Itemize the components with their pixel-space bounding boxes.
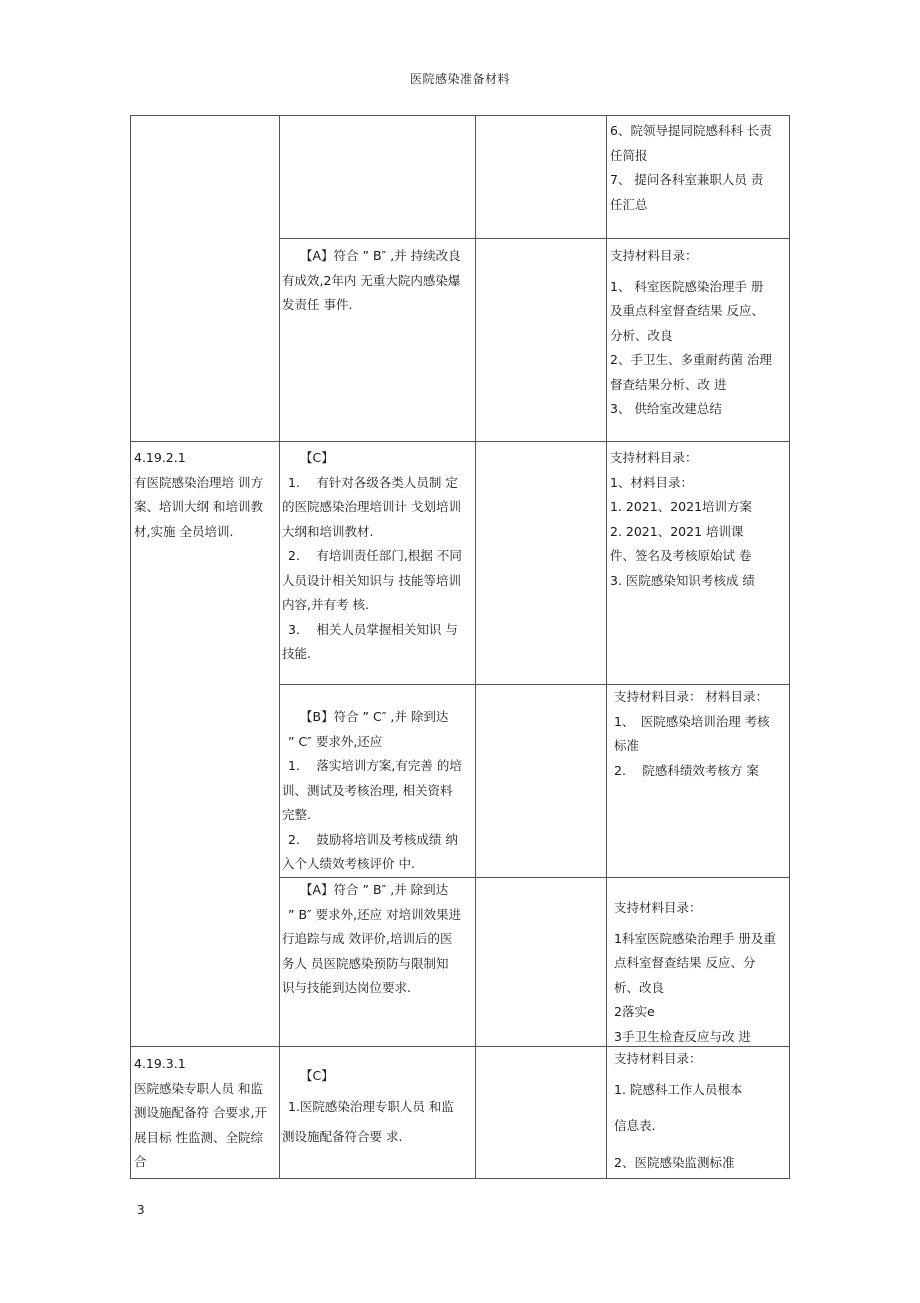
- materials-line: 督查结果分析、改 进: [610, 376, 727, 392]
- standard-desc-line: 材,实施 全员培训.: [134, 523, 234, 539]
- materials-line: 3手卫生检査反应与改 进: [614, 1028, 751, 1044]
- materials-heading: 支持材料目录：: [614, 1051, 702, 1066]
- standard-desc-line: 展目标 性监测、全院综: [134, 1129, 263, 1145]
- criteria-cell: [280, 446, 475, 667]
- materials-line: 件、签名及考核原始试 卷: [610, 548, 752, 563]
- materials-cell: [612, 685, 790, 783]
- materials-line: 析、改良: [614, 979, 665, 995]
- criteria-line: 1.医院感染治理专职人员 和监: [288, 1098, 454, 1114]
- materials-line: 标准: [614, 738, 640, 753]
- column-divider: [606, 116, 607, 1178]
- criteria-line: 大纲和培训教材.: [282, 523, 374, 539]
- standard-desc-line: 合: [134, 1154, 147, 1169]
- criteria-line: 入个人绩效考核评价 中.: [282, 856, 415, 871]
- criteria-grade: 【B】符合 ” C″ ,并 除到达: [300, 709, 449, 724]
- criteria-line: ” C″ 要求外,还应: [288, 733, 383, 749]
- standard-code: 4.19.2.1: [134, 450, 186, 465]
- standard-cell: [132, 1052, 279, 1175]
- materials-line: 3、 供给室改建总结: [610, 401, 722, 416]
- materials-line: 信息表.: [614, 1118, 656, 1133]
- criteria-line: 内容,并有考 核.: [282, 597, 369, 612]
- criteria-grade: 【C】: [300, 1068, 334, 1083]
- standard-desc-line: 医院感染专职人员 和监: [134, 1080, 263, 1096]
- criteria-line: 3. 相关人员掌握相关知识 与: [288, 621, 458, 637]
- materials-cell: [612, 1047, 790, 1175]
- materials-line: 1、材料目录：: [610, 474, 693, 490]
- materials-line: 7、 提问各科室兼职人员 责: [610, 172, 764, 187]
- column-divider: [475, 116, 476, 1178]
- criteria-line: 训、测试及考核治理, 相关资料: [282, 782, 453, 798]
- criteria-line: 2. 鼓励将培训及考核成绩 纳: [288, 831, 458, 847]
- materials-line: 1、 医院感染培训治理 考核: [614, 713, 770, 729]
- page-number: 3: [137, 1203, 145, 1217]
- materials-line: 及重点科室督查结果 反应、: [610, 303, 764, 318]
- criteria-line: 识与技能到达岗位要求.: [282, 980, 411, 995]
- materials-line: 2、手卫生、多重耐药菌 治理: [610, 352, 772, 367]
- materials-line: 2、医院感染监测标准: [614, 1154, 735, 1170]
- standard-desc-line: 有医院感染治理培 训方: [134, 474, 263, 490]
- criteria-line: 1. 落实培训方案,有完善 的培: [288, 758, 462, 773]
- criteria-cell: [280, 705, 475, 877]
- row-divider: [279, 238, 789, 239]
- standards-table: [130, 115, 790, 1179]
- criteria-line: 1. 有针对各级各类人员制 定: [288, 474, 458, 490]
- materials-heading: 支持材料目录： 材料目录：: [614, 689, 768, 704]
- materials-heading: 支持材料目录：: [610, 450, 698, 465]
- standard-code: 4.19.3.1: [134, 1056, 186, 1071]
- materials-heading: 支持材料目录：: [610, 248, 698, 263]
- criteria-line: 人员设计相关知识与 技能等培训: [282, 572, 461, 588]
- materials-line: 6、院领导提同院感科科 长责: [610, 123, 772, 138]
- materials-line: 2. 院感科绩效考核方 案: [614, 762, 759, 778]
- standard-desc-line: 案、培训大纲 和培训教: [134, 499, 263, 514]
- materials-cell: [608, 446, 790, 593]
- materials-cell: [608, 119, 790, 217]
- materials-line: 1. 2021、2021培训方案: [610, 499, 753, 514]
- criteria-cell: [280, 878, 475, 1001]
- materials-line: 2. 2021、2021 培训课: [610, 523, 744, 539]
- standard-desc-line: 测设施配备符 合要求,开: [134, 1105, 267, 1120]
- criteria-grade: 【C】: [300, 450, 334, 465]
- criteria-line: 务人 员医院感染预防与限制知: [282, 955, 449, 971]
- row-divider: [131, 441, 789, 442]
- materials-cell: [608, 244, 790, 422]
- materials-cell: [612, 896, 790, 1049]
- page-header: 医院感染准备材料: [409, 72, 510, 86]
- materials-heading: 支持材料目录：: [614, 900, 702, 915]
- criteria-line: 行追踪与成 效评价,培训后的医: [282, 931, 453, 946]
- materials-line: 1、 科室医院感染治理手 册: [610, 278, 764, 294]
- standard-cell: [132, 446, 279, 544]
- materials-line: 任汇总: [610, 196, 648, 212]
- criteria-line: 发责任 事件.: [282, 297, 353, 312]
- criteria-grade: 【A】符合 ” B″ ,并 除到达: [300, 882, 449, 897]
- criteria-line: 的医院感染治理培训计 戈划培训: [282, 499, 461, 514]
- materials-line: 3. 医院感染知识考核成 绩: [610, 572, 755, 588]
- materials-line: 1. 院感科工作人员根本: [614, 1081, 743, 1097]
- materials-line: 1科室医院感染治理手 册及重: [614, 930, 776, 946]
- criteria-line: 2. 有培训责任部门,根据 不同: [288, 548, 462, 563]
- criteria-line: 完整.: [282, 807, 311, 822]
- criteria-line: ” B″ 要求外,还应 对培训效果进: [288, 906, 462, 922]
- materials-line: 任简报: [610, 147, 648, 163]
- materials-line: 2落实e: [614, 1004, 655, 1019]
- criteria-line: 技能.: [282, 646, 311, 661]
- criteria-cell: [280, 1064, 475, 1150]
- materials-line: 分析、改良: [610, 327, 673, 343]
- criteria-line: 测设施配备符合要 求.: [282, 1129, 403, 1144]
- materials-line: 点科室督查结果 反应、分: [614, 955, 756, 970]
- criteria-line: 【A】符合 ” B″ ,并 持续改良: [300, 248, 461, 263]
- criteria-cell: [280, 244, 475, 318]
- criteria-line: 有成效,2年内 无重大院内感染爆: [282, 272, 461, 288]
